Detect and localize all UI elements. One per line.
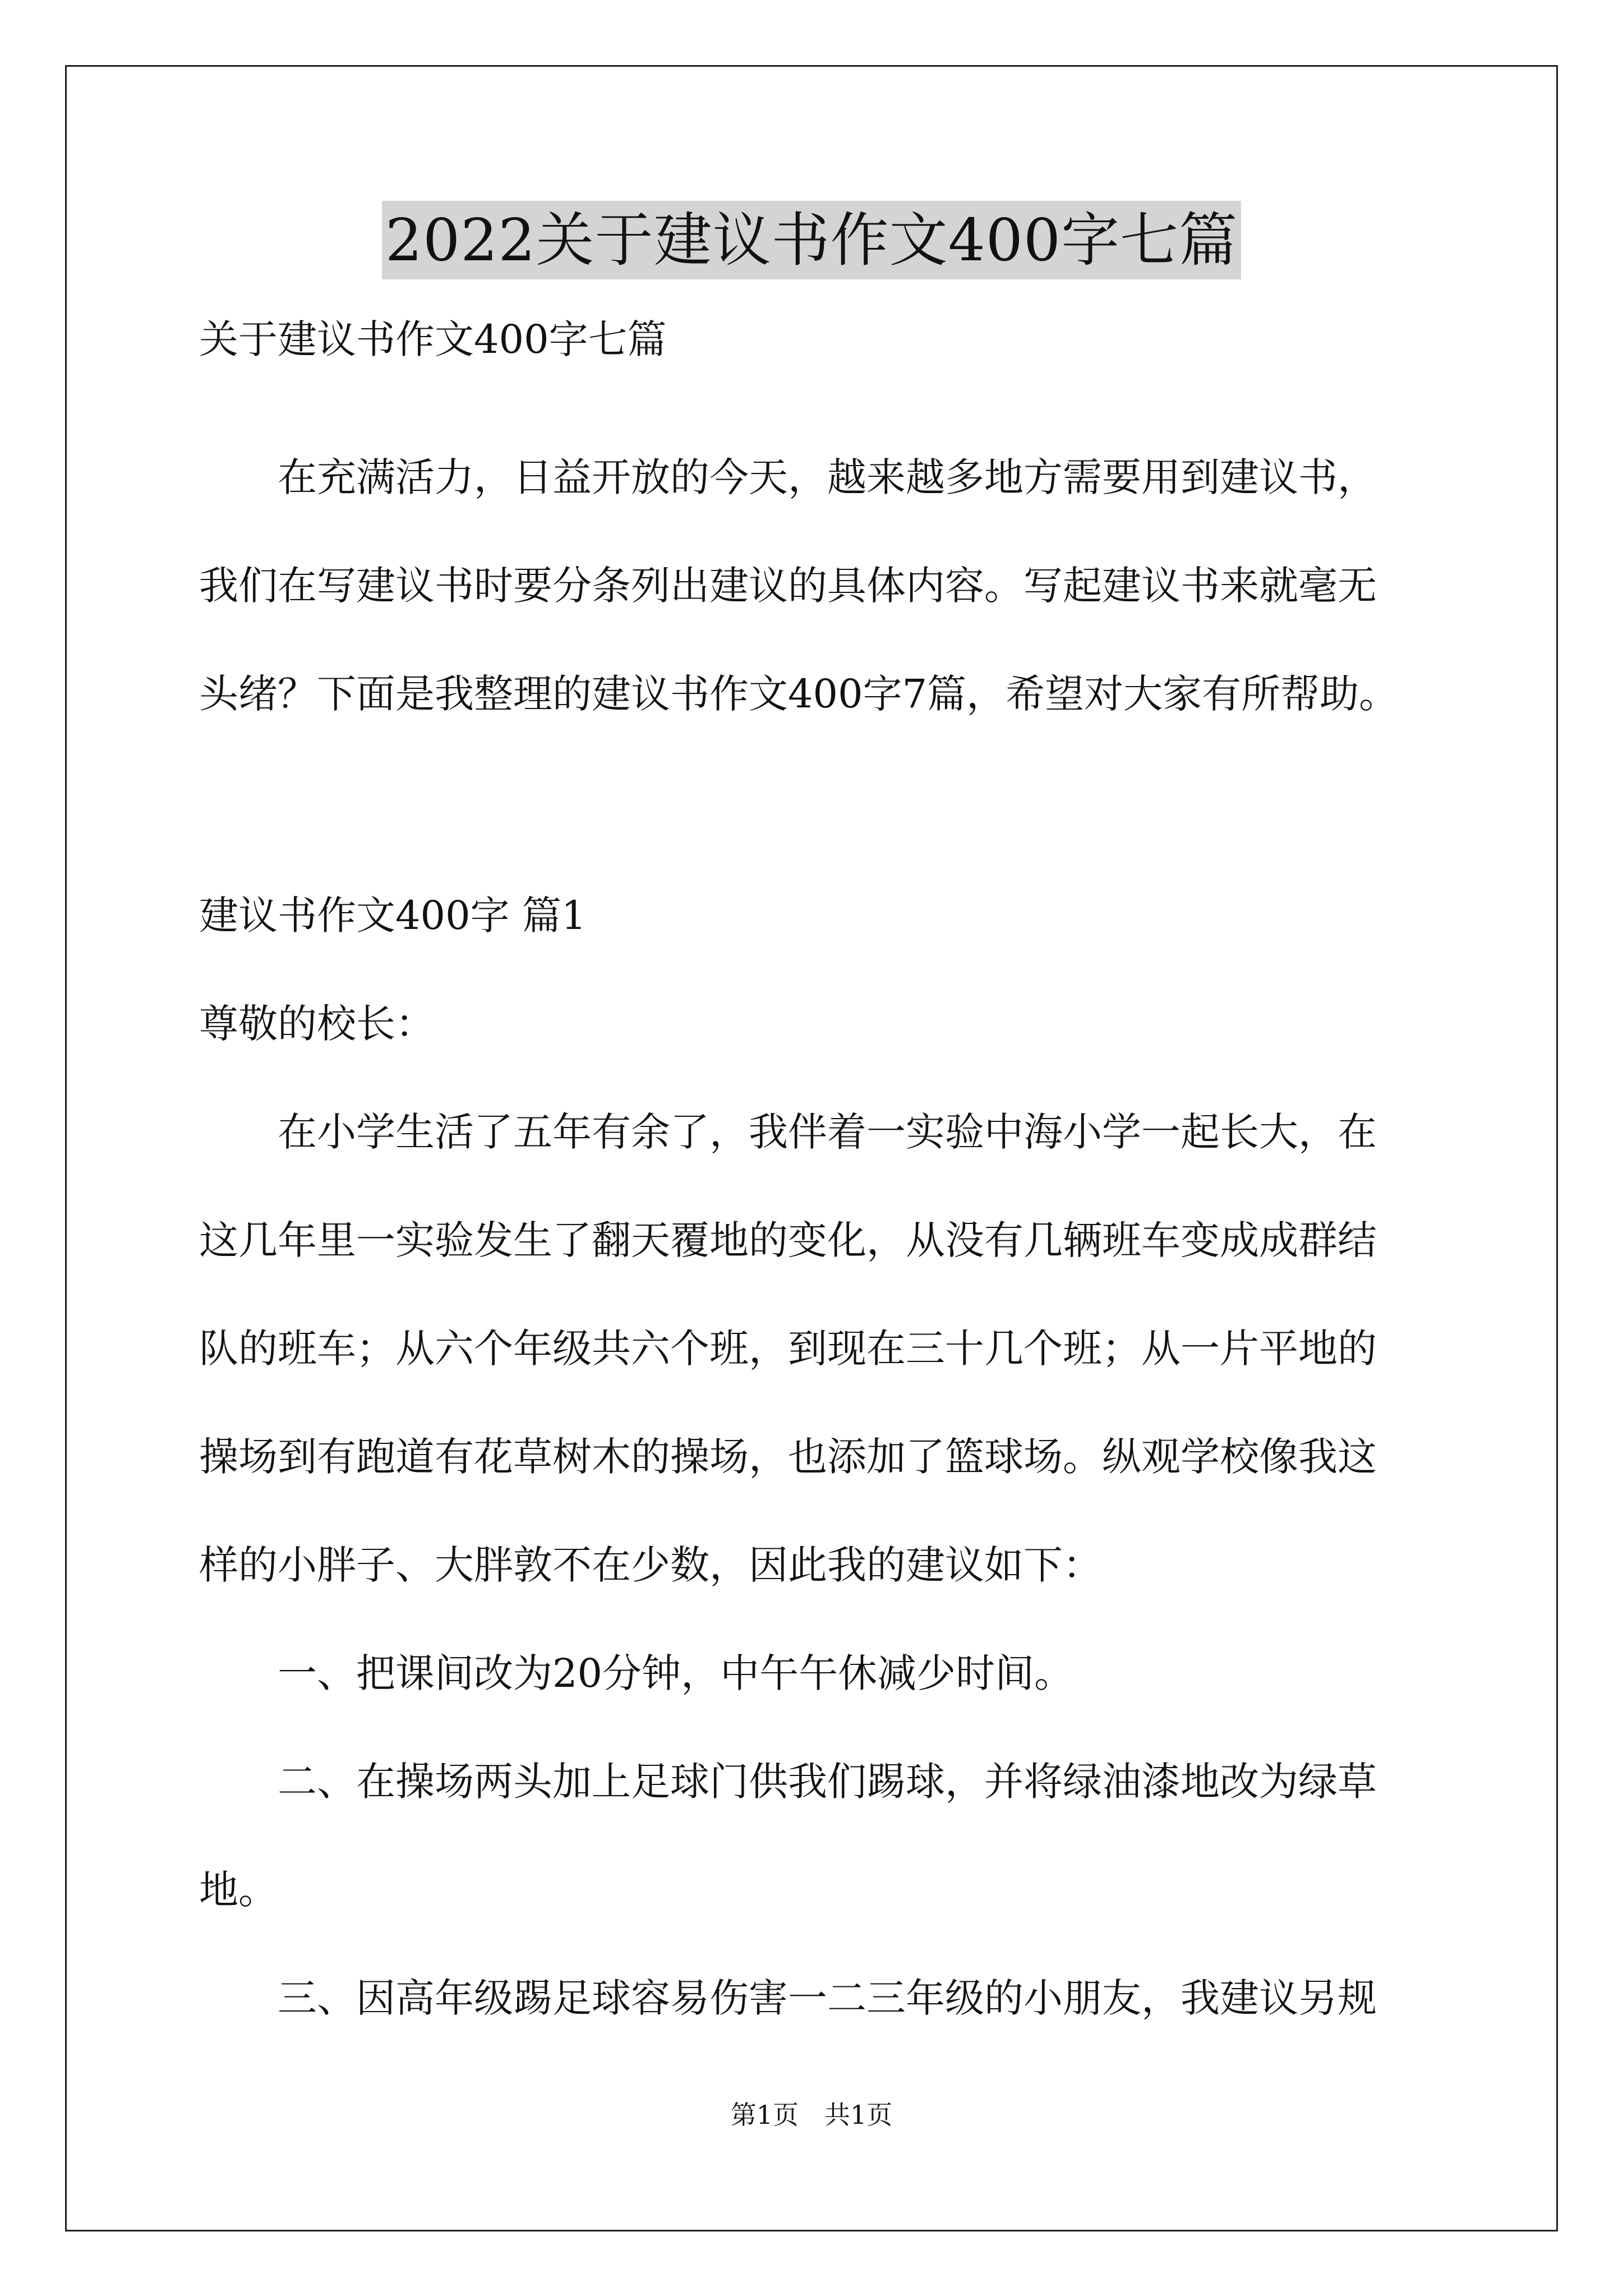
intro-line: 在充满活力，日益开放的今天，越来越多地方需要用到建议书， — [278, 454, 1377, 500]
salutation: 尊敬的校长： — [199, 1001, 435, 1047]
body-line: 一、把课间改为20分钟，中午午休减少时间。 — [278, 1650, 1074, 1696]
intro-line: 我们在写建议书时要分条列出建议的具体内容。写起建议书来就毫无 — [199, 563, 1377, 609]
body-line: 地。 — [199, 1867, 278, 1913]
body-line: 在小学生活了五年有余了，我伴着一实验中海小学一起长大，在 — [278, 1109, 1377, 1155]
body-line: 队的班车；从六个年级共六个班，到现在三十几个班；从一片平地的 — [199, 1326, 1377, 1372]
body-line: 样的小胖子、大胖敦不在少数，因此我的建议如下： — [199, 1542, 1102, 1588]
document-subtitle: 关于建议书作文400字七篇 — [199, 316, 667, 362]
intro-line: 头绪？下面是我整理的建议书作文400字7篇，希望对大家有所帮助。 — [199, 671, 1399, 717]
section-heading: 建议书作文400字 篇1 — [199, 892, 587, 938]
body-line: 操场到有跑道有花草树木的操场，也添加了篮球场。纵观学校像我这 — [199, 1434, 1377, 1480]
body-line: 二、在操场两头加上足球门供我们踢球，并将绿油漆地改为绿草 — [278, 1759, 1377, 1805]
body-line: 这几年里一实验发生了翻天覆地的变化，从没有几辆班车变成成群结 — [199, 1217, 1377, 1263]
page-footer: 第1页 共1页 — [730, 2100, 893, 2130]
document-title: 2022关于建议书作文400字七篇 — [382, 201, 1241, 279]
body-line: 三、因高年级踢足球容易伤害一二三年级的小朋友，我建议另规 — [278, 1975, 1377, 2021]
title-container — [0, 201, 1623, 279]
